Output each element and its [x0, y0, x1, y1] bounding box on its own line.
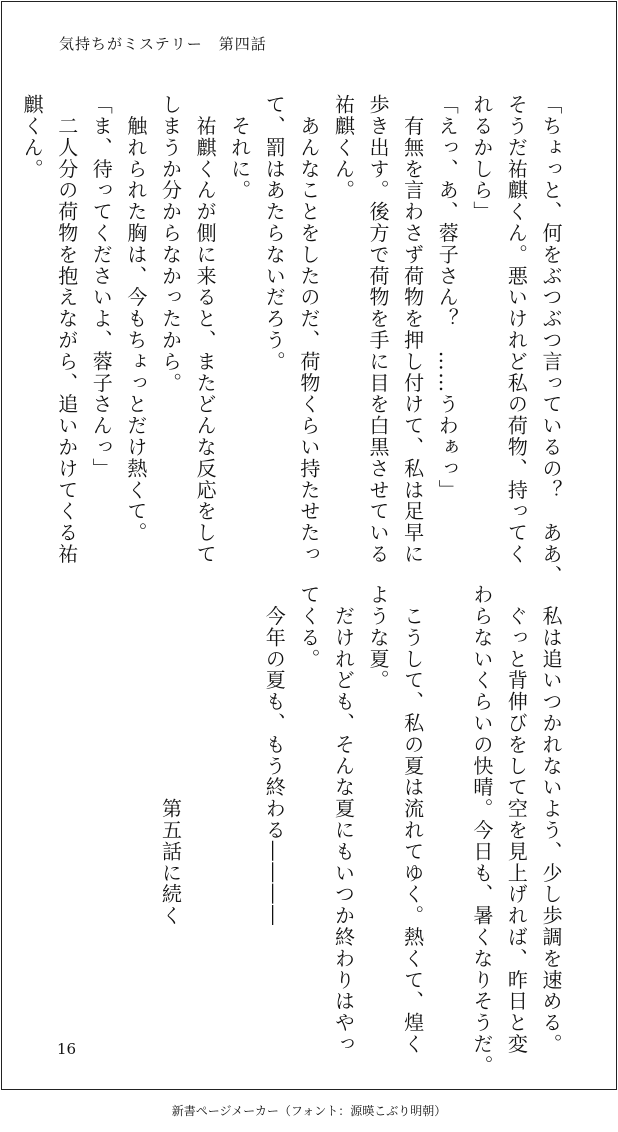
text-line: 「ちょっと、何をぶつぶつ言っているの？ ああ、: [539, 94, 563, 587]
text-line: わらないくらいの快晴。今日も、暑くなりそうだ。: [469, 584, 494, 1077]
text-line: 麒くん。: [20, 94, 45, 180]
text-line: 祐麒くんが側に来ると、またどんな反応をして: [193, 94, 218, 565]
to-be-continued-line: 第五話に続く: [158, 584, 183, 927]
text-line: 二人分の荷物を抱えながら、追いかけてくる祐: [54, 94, 79, 565]
text-line: てくる。: [296, 584, 321, 670]
page-number: 16: [57, 1040, 77, 1058]
text-line: あんなことをしたのだ、荷物くらい持たせたっ: [296, 94, 321, 565]
text-line: だけれども、そんな夏にもいつか終わりはやっ: [331, 584, 356, 1055]
text-line: しまうか分からなかったから。: [158, 94, 183, 394]
text-line: 祐麒くん。: [331, 94, 356, 201]
text-line: ような夏。: [366, 584, 391, 691]
footer-credit: 新書ページメーカー（フォント：源暎こぶり明朝）: [171, 1104, 447, 1118]
text-line: 今年の夏も、もう終わる――――: [262, 584, 287, 927]
blank-line: [187, 584, 222, 1024]
text-line: 「ま、待ってくださいよ、蓉子さんっ」: [89, 94, 114, 480]
book-page: [1, 1, 617, 1090]
text-line: それに。: [227, 94, 252, 201]
upper-text-block: [20, 94, 568, 587]
text-line: 「えっ、あ、蓉子さん？ ……うわぁっ」: [435, 94, 460, 501]
blank-line: [430, 584, 465, 1024]
text-line: れるかしら」: [469, 94, 494, 223]
text-line: て、罰はあたらないだろう。: [262, 94, 287, 373]
text-line: 私は追いつかれないよう、少し歩調を速める。: [539, 584, 563, 1055]
text-line: 触れられた胸は、今もちょっとだけ熱くて。: [123, 94, 148, 544]
text-line: 歩き出す。後方で荷物を手に目を白黒させている: [366, 94, 391, 565]
text-line: ぐっと背伸びをして空を見上げれば、昨日と変: [504, 584, 529, 1055]
text-line: こうして、私の夏は流れてゆく。熱くて、煌く: [400, 584, 425, 1055]
blank-line: [222, 584, 257, 1024]
running-head: 気持ちがミステリー 第四話: [59, 35, 267, 53]
text-line: そうだ祐麒くん。悪いけれど私の荷物、持ってく: [504, 94, 529, 565]
text-line: 有無を言わさず荷物を押し付けて、私は足早に: [400, 94, 425, 565]
